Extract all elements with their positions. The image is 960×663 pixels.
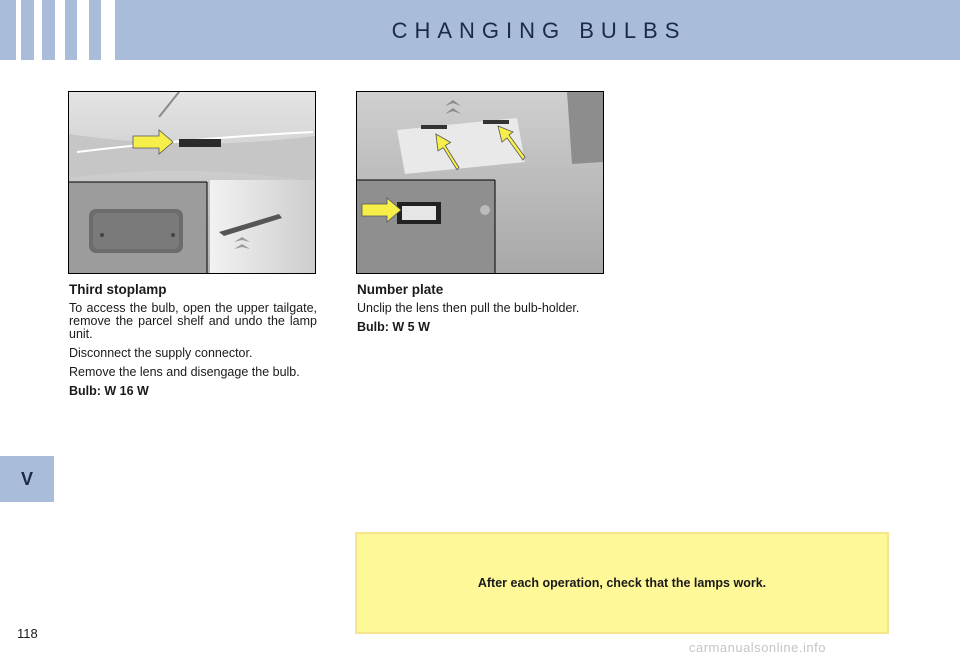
instruction-text: Remove the lens and disengage the bulb.	[69, 365, 300, 379]
header-stripe	[55, 0, 65, 60]
section-heading: Third stoplamp	[69, 282, 167, 297]
instruction-text: To access the bulb, open the upper tailgate, remove the parcel shelf and undo the lamp unit.	[69, 301, 317, 341]
instruction-text: Disconnect the supply connector.	[69, 346, 253, 360]
page-header	[0, 0, 960, 60]
watermark: carmanualsonline.info	[689, 640, 826, 655]
chapter-tab[interactable]	[0, 456, 54, 502]
bulb-spec: Bulb: W 16 W	[69, 384, 149, 398]
header-stripe	[101, 0, 115, 60]
bulb-spec: Bulb: W 5 W	[357, 320, 430, 334]
note-text: After each operation, check that the lamps work.	[477, 576, 767, 590]
instruction-text: Unclip the lens then pull the bulb-holder.	[357, 301, 580, 315]
header-stripe	[16, 0, 21, 60]
header-stripe	[34, 0, 42, 60]
stoplamp-photo	[68, 91, 316, 274]
section-heading: Number plate	[357, 282, 444, 297]
number-plate-photo	[356, 91, 604, 274]
section-number-plate	[357, 283, 605, 340]
note-box	[355, 532, 889, 634]
page-title: CHANGING BULBS	[391, 18, 687, 43]
chapter-tab-label: V	[20, 468, 33, 489]
header-stripe	[77, 0, 89, 60]
section-third-stoplamp	[69, 283, 317, 404]
page-number: 118	[17, 626, 38, 641]
